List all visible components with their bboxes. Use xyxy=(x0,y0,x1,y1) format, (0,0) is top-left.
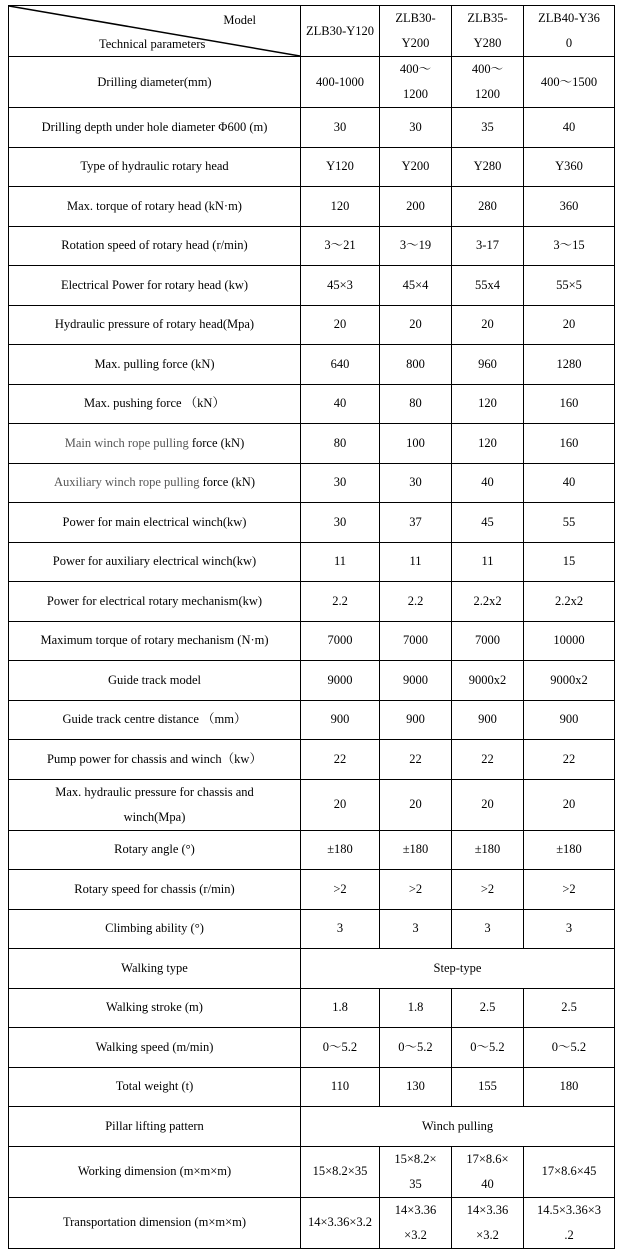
parameter-label-cell: Hydraulic pressure of rotary head(Mpa) xyxy=(9,305,301,345)
value-cell: 120 xyxy=(301,187,380,227)
parameter-label-cell: Walking stroke (m) xyxy=(9,988,301,1028)
value-cell: 0～5.2 xyxy=(380,1028,452,1068)
value-cell: 2.2x2 xyxy=(452,582,524,622)
parameter-label-cell xyxy=(9,424,301,464)
value-cell: 9000 xyxy=(301,661,380,701)
value-cell: 22 xyxy=(524,740,615,780)
value-cell: Y280 xyxy=(452,147,524,187)
value-cell: 160 xyxy=(524,384,615,424)
table-row xyxy=(9,266,615,306)
value-cell: >2 xyxy=(380,870,452,910)
parameter-label-cell: Type of hydraulic rotary head xyxy=(9,147,301,187)
value-cell: Y360 xyxy=(524,147,615,187)
value-cell: 0～5.2 xyxy=(452,1028,524,1068)
value-cell: 80 xyxy=(301,424,380,464)
value-cell: 20 xyxy=(301,305,380,345)
table-row xyxy=(9,463,615,503)
value-cell: 3 xyxy=(301,909,380,949)
value-cell: 20 xyxy=(524,305,615,345)
value-cell: 17×8.6×45 xyxy=(524,1146,615,1197)
parameter-label-cell: Transportation dimension (m×m×m) xyxy=(9,1197,301,1248)
parameter-label-cell: Max. hydraulic pressure for chassis and winch(Mpa) xyxy=(9,779,301,830)
value-cell: 14×3.36 ×3.2 xyxy=(452,1197,524,1248)
model-header-cell: ZLB35- Y280 xyxy=(452,6,524,57)
value-cell: 30 xyxy=(301,108,380,148)
parameter-label-cell: Drilling diameter(mm) xyxy=(9,57,301,108)
value-cell: 400～ 1200 xyxy=(380,57,452,108)
table-row xyxy=(9,542,615,582)
value-cell: 800 xyxy=(380,345,452,385)
parameter-label-cell: Total weight (t) xyxy=(9,1067,301,1107)
value-cell: 55×5 xyxy=(524,266,615,306)
parameter-label-cell: Electrical Power for rotary head (kw) xyxy=(9,266,301,306)
value-cell: 3～21 xyxy=(301,226,380,266)
table-row xyxy=(9,187,615,227)
value-cell: 35 xyxy=(452,108,524,148)
merged-value-cell: Winch pulling xyxy=(301,1107,615,1147)
value-cell: 40 xyxy=(524,108,615,148)
parameter-label-cell: Max. pushing force （kN） xyxy=(9,384,301,424)
parameter-label-cell: Power for main electrical winch(kw) xyxy=(9,503,301,543)
value-cell: 900 xyxy=(380,700,452,740)
value-cell: 15×8.2×35 xyxy=(301,1146,380,1197)
value-cell: 10000 xyxy=(524,621,615,661)
table-row xyxy=(9,147,615,187)
parameter-label-cell: Rotary speed for chassis (r/min) xyxy=(9,870,301,910)
value-cell: >2 xyxy=(301,870,380,910)
model-header-cell: ZLB30-Y120 xyxy=(301,6,380,57)
value-cell: 120 xyxy=(452,424,524,464)
table-row xyxy=(9,830,615,870)
table-row xyxy=(9,384,615,424)
value-cell: ±180 xyxy=(380,830,452,870)
value-cell: 15×8.2× 35 xyxy=(380,1146,452,1197)
value-cell: 22 xyxy=(380,740,452,780)
value-cell: 9000x2 xyxy=(452,661,524,701)
table-row xyxy=(9,305,615,345)
value-cell: 7000 xyxy=(452,621,524,661)
header-corner-cell xyxy=(9,6,301,57)
value-cell: 45 xyxy=(452,503,524,543)
value-cell: 20 xyxy=(524,779,615,830)
value-cell: 3～19 xyxy=(380,226,452,266)
value-cell: 40 xyxy=(524,463,615,503)
table-row xyxy=(9,870,615,910)
value-cell: 45×3 xyxy=(301,266,380,306)
value-cell: 100 xyxy=(380,424,452,464)
value-cell: 30 xyxy=(301,503,380,543)
value-cell: 30 xyxy=(380,108,452,148)
parameter-label: Main winch rope pulling xyxy=(64,435,192,450)
model-header-cell: ZLB30- Y200 xyxy=(380,6,452,57)
value-cell: 110 xyxy=(301,1067,380,1107)
parameter-label-unit: force (kN) xyxy=(202,475,255,490)
value-cell: 20 xyxy=(301,779,380,830)
value-cell: 0～5.2 xyxy=(524,1028,615,1068)
table-row xyxy=(9,661,615,701)
merged-value-cell: Step-type xyxy=(301,949,615,989)
value-cell: 900 xyxy=(301,700,380,740)
value-cell: 2.2 xyxy=(301,582,380,622)
table-row xyxy=(9,226,615,266)
value-cell: 40 xyxy=(452,463,524,503)
table-row xyxy=(9,1067,615,1107)
value-cell: 155 xyxy=(452,1067,524,1107)
value-cell: 200 xyxy=(380,187,452,227)
value-cell: 22 xyxy=(452,740,524,780)
value-cell: 120 xyxy=(452,384,524,424)
value-cell: 55 xyxy=(524,503,615,543)
value-cell: 80 xyxy=(380,384,452,424)
table-row xyxy=(9,1107,615,1147)
parameter-label-cell: Guide track centre distance （mm） xyxy=(9,700,301,740)
value-cell: 0～5.2 xyxy=(301,1028,380,1068)
value-cell: 45×4 xyxy=(380,266,452,306)
value-cell: 1280 xyxy=(524,345,615,385)
parameter-label-cell: Power for auxiliary electrical winch(kw) xyxy=(9,542,301,582)
parameter-label-cell: Rotary angle (°) xyxy=(9,830,301,870)
parameter-label-cell: Maximum torque of rotary mechanism (N·m) xyxy=(9,621,301,661)
value-cell: 640 xyxy=(301,345,380,385)
value-cell: 55x4 xyxy=(452,266,524,306)
parameter-label-cell xyxy=(9,463,301,503)
value-cell: Y200 xyxy=(380,147,452,187)
parameter-label-cell: Pillar lifting pattern xyxy=(9,1107,301,1147)
value-cell: 280 xyxy=(452,187,524,227)
table-row xyxy=(9,909,615,949)
table-row xyxy=(9,621,615,661)
parameter-label-cell: Pump power for chassis and winch（kw） xyxy=(9,740,301,780)
value-cell: ±180 xyxy=(301,830,380,870)
value-cell: 20 xyxy=(380,779,452,830)
value-cell: 11 xyxy=(380,542,452,582)
parameter-label: Auxiliary winch rope pulling xyxy=(54,475,203,490)
parameter-label-cell: Walking type xyxy=(9,949,301,989)
table-row xyxy=(9,949,615,989)
table-row xyxy=(9,700,615,740)
parameter-label-cell: Max. pulling force (kN) xyxy=(9,345,301,385)
value-cell: ±180 xyxy=(524,830,615,870)
value-cell: 400～ 1200 xyxy=(452,57,524,108)
table-row xyxy=(9,57,615,108)
value-cell: 3 xyxy=(524,909,615,949)
value-cell: 14.5×3.36×3 .2 xyxy=(524,1197,615,1248)
value-cell: 9000 xyxy=(380,661,452,701)
value-cell: >2 xyxy=(524,870,615,910)
model-header-cell: ZLB40-Y36 0 xyxy=(524,6,615,57)
model-header-label: Model xyxy=(223,13,256,27)
value-cell: 7000 xyxy=(301,621,380,661)
value-cell: ±180 xyxy=(452,830,524,870)
value-cell: 40 xyxy=(301,384,380,424)
header-row xyxy=(9,6,615,57)
value-cell: 14×3.36 ×3.2 xyxy=(380,1197,452,1248)
table-row xyxy=(9,108,615,148)
value-cell: 11 xyxy=(452,542,524,582)
technical-parameters-header-label: Technical parameters xyxy=(99,37,206,51)
parameter-label-cell: Climbing ability (°) xyxy=(9,909,301,949)
value-cell: 30 xyxy=(301,463,380,503)
value-cell: 400～1500 xyxy=(524,57,615,108)
table-row xyxy=(9,740,615,780)
value-cell: 30 xyxy=(380,463,452,503)
value-cell: 160 xyxy=(524,424,615,464)
parameter-label-cell: Guide track model xyxy=(9,661,301,701)
table-row xyxy=(9,1146,615,1197)
value-cell: 180 xyxy=(524,1067,615,1107)
value-cell: 17×8.6× 40 xyxy=(452,1146,524,1197)
parameter-label-cell: Drilling depth under hole diameter Φ600 (m) xyxy=(9,108,301,148)
table-row xyxy=(9,1028,615,1068)
value-cell: 37 xyxy=(380,503,452,543)
value-cell: 2.5 xyxy=(524,988,615,1028)
value-cell: 1.8 xyxy=(301,988,380,1028)
value-cell: 14×3.36×3.2 xyxy=(301,1197,380,1248)
value-cell: 3 xyxy=(452,909,524,949)
value-cell: 7000 xyxy=(380,621,452,661)
parameter-label-cell: Max. torque of rotary head (kN·m) xyxy=(9,187,301,227)
value-cell: 20 xyxy=(380,305,452,345)
value-cell: 2.2 xyxy=(380,582,452,622)
value-cell: >2 xyxy=(452,870,524,910)
value-cell: 9000x2 xyxy=(524,661,615,701)
table-row xyxy=(9,1197,615,1248)
value-cell: 20 xyxy=(452,305,524,345)
value-cell: 11 xyxy=(301,542,380,582)
parameter-label-cell: Rotation speed of rotary head (r/min) xyxy=(9,226,301,266)
value-cell: 400-1000 xyxy=(301,57,380,108)
value-cell: 20 xyxy=(452,779,524,830)
value-cell: 1.8 xyxy=(380,988,452,1028)
value-cell: 15 xyxy=(524,542,615,582)
table-row xyxy=(9,345,615,385)
table-row xyxy=(9,779,615,830)
parameter-label-unit: force (kN) xyxy=(191,435,245,450)
value-cell: 960 xyxy=(452,345,524,385)
value-cell: Y120 xyxy=(301,147,380,187)
table-row xyxy=(9,503,615,543)
table-row xyxy=(9,988,615,1028)
value-cell: 900 xyxy=(524,700,615,740)
value-cell: 3-17 xyxy=(452,226,524,266)
parameter-label-cell: Walking speed (m/min) xyxy=(9,1028,301,1068)
value-cell: 900 xyxy=(452,700,524,740)
value-cell: 130 xyxy=(380,1067,452,1107)
value-cell: 3～15 xyxy=(524,226,615,266)
parameter-label-cell: Working dimension (m×m×m) xyxy=(9,1146,301,1197)
table-row xyxy=(9,424,615,464)
value-cell: 2.2x2 xyxy=(524,582,615,622)
value-cell: 3 xyxy=(380,909,452,949)
value-cell: 2.5 xyxy=(452,988,524,1028)
parameter-label-cell: Power for electrical rotary mechanism(kw) xyxy=(9,582,301,622)
value-cell: 22 xyxy=(301,740,380,780)
spec-table xyxy=(8,5,615,1249)
value-cell: 360 xyxy=(524,187,615,227)
table-row xyxy=(9,582,615,622)
